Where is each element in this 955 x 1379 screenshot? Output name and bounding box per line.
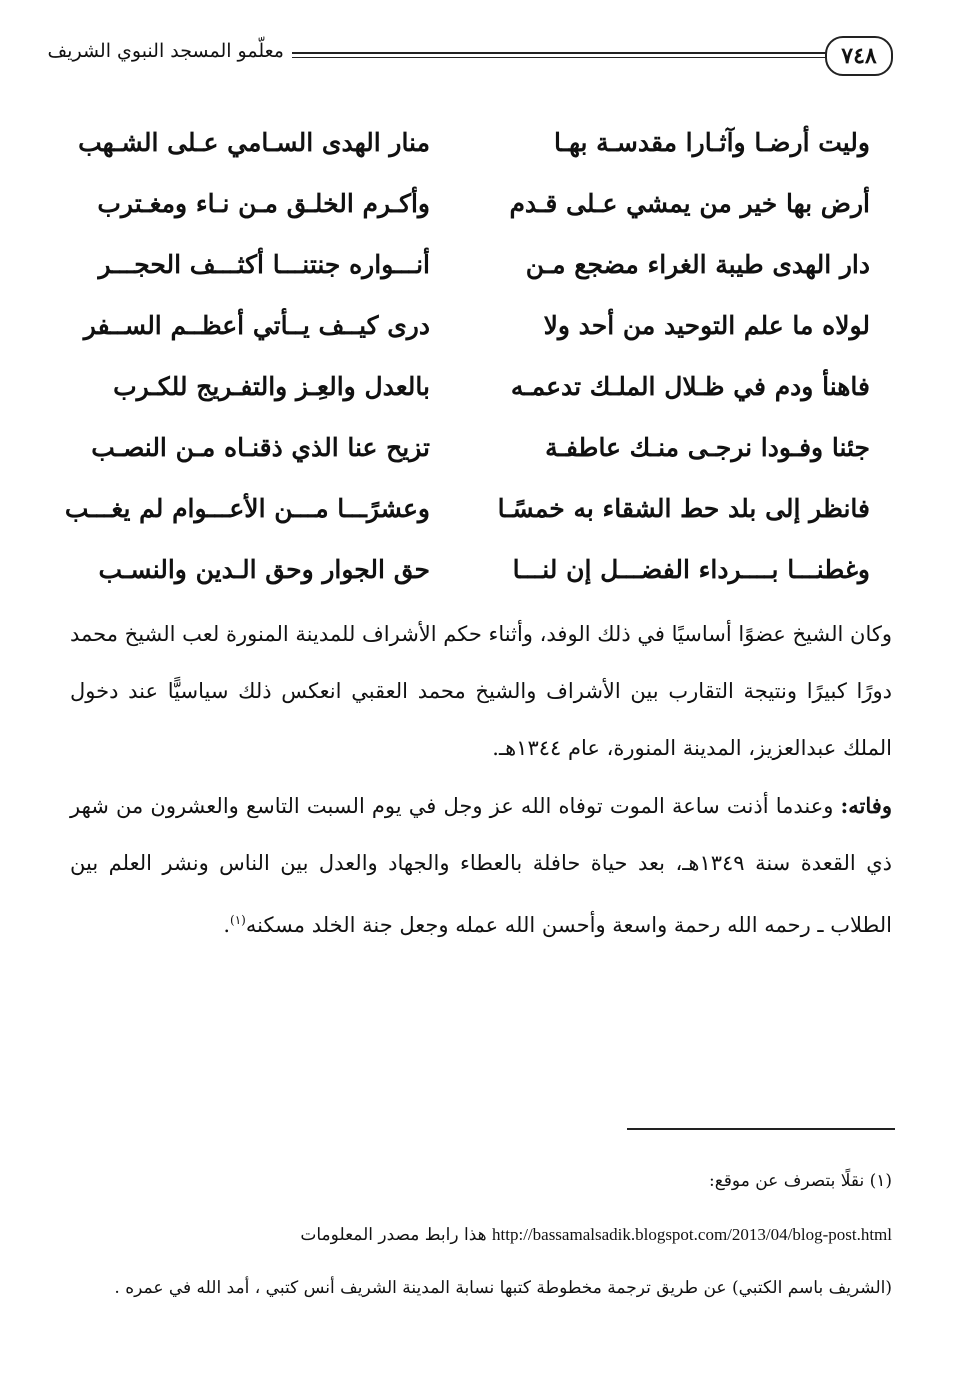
verse-first-hemistich: أرض بها خير من يمشي عـلى قـدم [509, 189, 870, 218]
footnote-ref[interactable]: (١) [230, 913, 246, 927]
death-heading: وفاته: [840, 793, 892, 818]
footnotes [70, 1155, 892, 1315]
verse-first-hemistich: فانظر إلى بلد حط الشقاء به خمسًـا [497, 494, 870, 523]
body-text [70, 606, 892, 954]
source-url[interactable]: http://bassamalsadik.blogspot.com/2013/04/blog-post.html [492, 1225, 892, 1244]
poem-verse [70, 118, 870, 179]
poem-verse [64, 484, 870, 545]
footnote-separator [627, 1128, 895, 1130]
verse-second-hemistich: أنـــواره جنتنـــا أكثـــف الحجـــر [98, 250, 430, 279]
running-title: معلّمو المسجد النبوي الشريف [47, 40, 284, 62]
paragraph-delegation: وكان الشيخ عضوًا أساسيًا في ذلك الوفد، وأثناء حكم الأشراف للمدينة المنورة لعب الشيخ محمد دورًا كبيرًا ونتيجة التقارب بين الأشراف والشيخ محمد العقبي انعكس ذلك سياسيًّا عند دخول الملك عبدالعزيز، المدينة المنورة، عام ١٣٤٤هـ. [70, 622, 892, 760]
poem-verse [70, 545, 870, 606]
page-header [47, 30, 893, 86]
header-rule-thin [292, 57, 827, 58]
page-number: ٧٤٨ [825, 36, 893, 76]
paragraph-death [70, 777, 892, 954]
verse-second-hemistich: بالعدل والعِـز والتفـريج للكـرب [113, 372, 430, 401]
verse-second-hemistich: درى كيــف يــأتي أعظــم الســفر [83, 311, 430, 340]
footnote-source [70, 1208, 892, 1262]
verse-first-hemistich: دار الهدى طيبة الغراء مضجع مـن [525, 250, 870, 279]
poem [64, 118, 870, 606]
verse-second-hemistich: تزيح عنا الذي ذقنـاه مـن النصـب [91, 433, 430, 462]
verse-second-hemistich: حق الجوار وحق الـدين والنسـب [98, 555, 430, 584]
poem-verse [70, 179, 870, 240]
sentence-end: . [223, 913, 231, 937]
poem-verse [70, 301, 870, 362]
poem-verse [70, 362, 870, 423]
verse-second-hemistich: وعشرًـــا مـــن الأعـــوام لم يغـــب [64, 494, 430, 523]
source-label: هذا رابط مصدر المعلومات [300, 1225, 487, 1245]
footnote-intro: (١) نقلًا بتصرف عن موقع: [709, 1171, 892, 1191]
death-text: وعندما أذنت ساعة الموت توفاه الله عز وجل في يوم السبت التاسع والعشرون من شهر ذي القعدة سنة ١٣٤٩هـ، بعد حياة حافلة بالعطاء والجهاد والعدل بين الناس ونشر العلم بين الطلاب ـ رحمه الله رحمة واسعة وأحسن الله عمله وجعل جنة الخلد مسكنه [70, 794, 892, 937]
poem-verse [70, 240, 870, 301]
verse-first-hemistich: لولاه ما علم التوحيد من أحد ولا [543, 311, 870, 340]
poem-verse [70, 423, 870, 484]
footnote-detail: (الشريف باسم الكتبي) عن طريق ترجمة مخطوطة كتبها نسابة المدينة الشريف أنس كتبي ، أمد الله في عمره . [114, 1278, 892, 1298]
verse-first-hemistich: وليت أرضـا وآثـارا مقدسـة بهـا [554, 128, 870, 157]
header-rule [292, 52, 827, 54]
verse-second-hemistich: وأكـرم الخلـق مـن نـاء ومغـترب [97, 189, 430, 218]
verse-first-hemistich: وغطنـــا بــــرداء الفضـــل إن لنـــا [512, 555, 870, 584]
verse-second-hemistich: منار الهدى السـامي عـلى الشـهب [78, 128, 430, 157]
verse-first-hemistich: جئنا وفـودا نرجـى منـك عاطفـة [545, 433, 870, 462]
verse-first-hemistich: فاهنأ ودم في ظـلال الملـك تدعمـه [510, 372, 870, 401]
